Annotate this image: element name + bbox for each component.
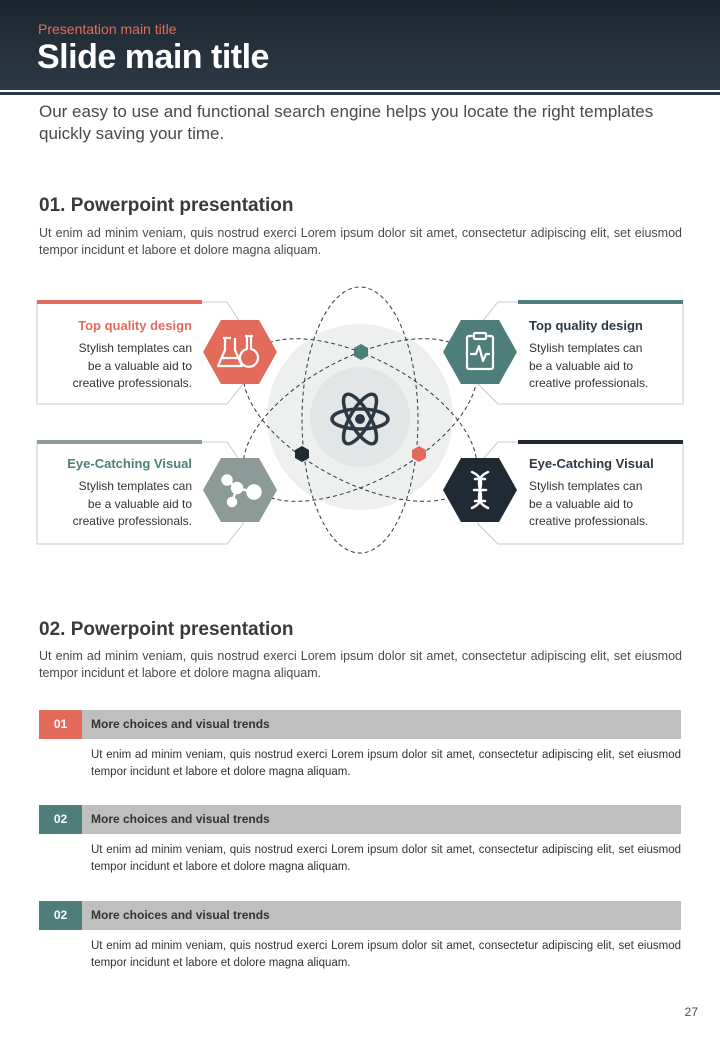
card-title-top-left: Top quality design xyxy=(78,318,192,333)
card-accent-bar xyxy=(518,300,683,304)
section-2-body: Ut enim ad minim veniam, quis nostrud exerci Lorem ipsum dolor sit amet, consectetur adipiscing elit, set eiusmod tempor incidunt et labore et dolore magna aliquam. xyxy=(39,649,682,680)
row-label: More choices and visual trends xyxy=(91,717,270,731)
card-line: Stylish templates can xyxy=(78,479,192,493)
row-body: Ut enim ad minim veniam, quis nostrud exerci Lorem ipsum dolor sit amet, consectetur adipiscing elit, set eiusmod tempor incidunt et labore et dolore magna aliquam. xyxy=(91,844,681,873)
card-accent-bar xyxy=(37,300,202,304)
card-line: be a valuable aid to xyxy=(87,358,192,373)
card-title-bottom-right: Eye-Catching Visual xyxy=(529,456,654,471)
card-title-top-right: Top quality design xyxy=(529,318,643,333)
section-1-title: 01. Powerpoint presentation xyxy=(39,195,294,216)
card-line: be a valuable aid to xyxy=(529,358,634,373)
card-line: be a valuable aid to xyxy=(529,496,634,511)
card-line: creative professionals. xyxy=(72,376,192,390)
section-1-body: Ut enim ad minim veniam, quis nostrud exerci Lorem ipsum dolor sit amet, consectetur adipiscing elit, set eiusmod tempor incidunt et labore et dolore magna aliquam. xyxy=(39,226,682,257)
presentation-subtitle: Presentation main title xyxy=(38,21,177,37)
row-body: Ut enim ad minim veniam, quis nostrud exerci Lorem ipsum dolor sit amet, consectetur adipiscing elit, set eiusmod tempor incidunt et labore et dolore magna aliquam. xyxy=(91,749,681,778)
header-divider xyxy=(0,92,720,95)
card-line: creative professionals. xyxy=(529,514,649,528)
slide-header xyxy=(0,0,720,90)
card-accent-bar xyxy=(518,440,683,444)
row-number-badge: 02 xyxy=(39,901,82,930)
page-number: 27 xyxy=(684,1005,698,1019)
list-item-header xyxy=(39,805,681,834)
card-text-top-left xyxy=(32,340,192,393)
intro-text: Our easy to use and functional search engine helps you locate the right templates quickly saving your time. xyxy=(39,102,654,143)
list-item-header xyxy=(39,710,681,739)
card-line: Stylish templates can xyxy=(78,341,192,355)
atom-diagram xyxy=(0,280,720,570)
slide-title: Slide main title xyxy=(37,38,269,76)
row-number-badge: 02 xyxy=(39,805,82,834)
section-2-title: 02. Powerpoint presentation xyxy=(39,619,294,640)
row-label: More choices and visual trends xyxy=(91,908,270,922)
card-text-bottom-right xyxy=(529,478,689,531)
card-line: Stylish templates can xyxy=(529,341,643,355)
card-accent-bar xyxy=(37,440,202,444)
card-text-bottom-left xyxy=(32,478,192,531)
card-line: creative professionals. xyxy=(529,376,649,390)
card-line: Stylish templates can xyxy=(529,479,643,493)
card-title-bottom-left: Eye-Catching Visual xyxy=(67,456,192,471)
card-line: creative professionals. xyxy=(72,514,192,528)
list-item-header xyxy=(39,901,681,930)
card-line: be a valuable aid to xyxy=(87,496,192,511)
row-label: More choices and visual trends xyxy=(91,812,270,826)
row-number-badge: 01 xyxy=(39,710,82,739)
card-text-top-right xyxy=(529,340,689,393)
row-body: Ut enim ad minim veniam, quis nostrud exerci Lorem ipsum dolor sit amet, consectetur adipiscing elit, set eiusmod tempor incidunt et labore et dolore magna aliquam. xyxy=(91,940,681,969)
